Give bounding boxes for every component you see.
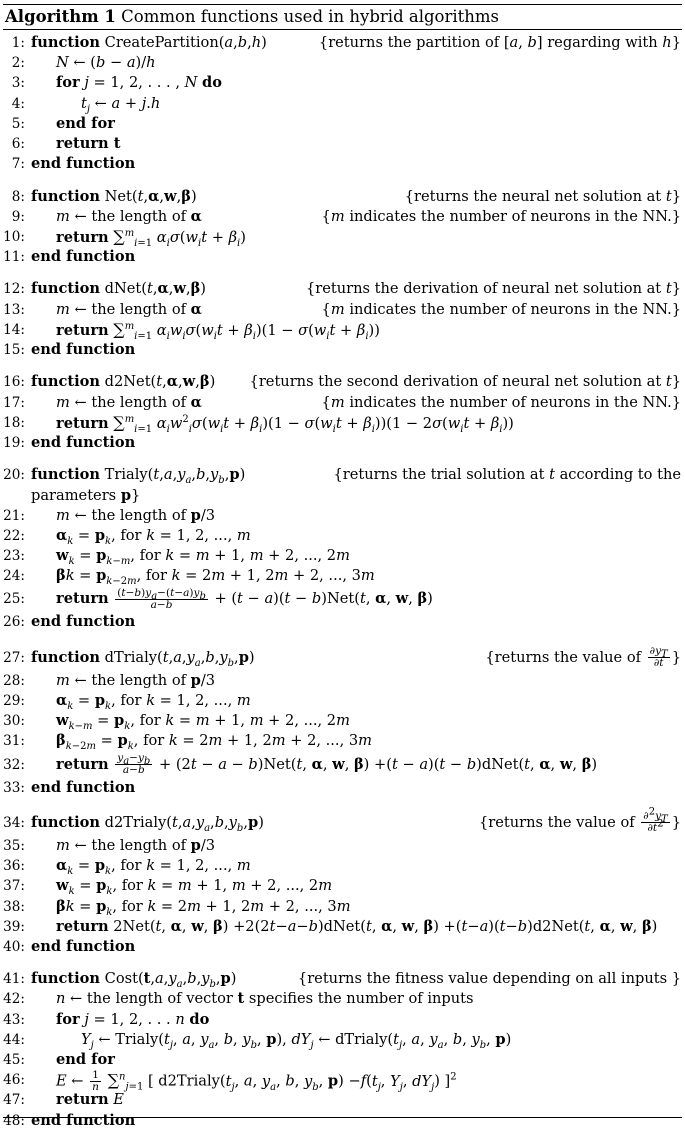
line-code: n ← the length of vector t specifies the number of inputs — [56, 990, 474, 1008]
line-comment: {m indicates the number of neurons in the NN.} — [321, 207, 681, 225]
caption-label: Algorithm 1 — [5, 7, 116, 26]
algorithm-line — [3, 393, 682, 413]
algorithm-line — [3, 856, 682, 876]
algorithm-line — [3, 711, 682, 731]
line-number: 48: — [3, 1112, 25, 1129]
algorithm-caption — [3, 5, 682, 29]
algorithm-line — [3, 247, 682, 267]
line-comment: {m indicates the number of neurons in the NN.} — [321, 300, 681, 318]
line-code: return E — [56, 1091, 124, 1109]
algorithm-line — [3, 53, 682, 73]
algorithm-line — [3, 989, 682, 1009]
line-comment: {returns the trial solution at t according to the — [333, 466, 681, 484]
algorithm-line — [3, 671, 682, 691]
algorithm-line — [3, 778, 682, 798]
line-number: 2: — [11, 55, 25, 72]
line-code: m ← the length of α — [56, 300, 202, 318]
line-code: end function — [31, 778, 136, 796]
line-number: 42: — [3, 991, 25, 1008]
line-number: 22: — [3, 527, 25, 544]
bottom-rule — [3, 1117, 682, 1118]
line-code: return 2Net(t, α, w, β) +2(2t−a−b)dNet(t, α, w, β) +(t−a)(t−b)d2Net(t, α, w, β) — [56, 917, 658, 935]
line-comment: {returns the value of $\frac{\partial^2y_T}{\partial t^2}$ } — [478, 806, 681, 835]
line-code: return ∑$^m_{i=1}$ $\alpha_iw^2_i\sigma(w_it + \beta_i)(1 - \sigma(w_it + \beta_i))(1 - 2\sigma(w_it + \beta_i))$ — [56, 412, 514, 435]
line-code: end function — [31, 248, 136, 266]
line-number: 3: — [11, 75, 25, 92]
line-number: 11: — [3, 249, 25, 266]
algorithm-line — [3, 486, 682, 506]
algorithm-line — [3, 506, 682, 526]
line-code: function $dTrialy(t,a,y_a,b,y_b,p)$ — [31, 648, 255, 669]
line-code: for j = 1, 2, . . . , N do — [56, 74, 222, 92]
line-number: 18: — [3, 414, 25, 431]
line-code: parameters p} — [31, 486, 141, 504]
line-code: $\alpha_k = p_k$, for k = 1, 2, ..., m — [56, 857, 251, 878]
line-code: $\alpha_k = p_k$, for k = 1, 2, ..., m — [56, 692, 251, 712]
block-gap — [3, 267, 682, 279]
line-number: 38: — [3, 898, 25, 915]
line-number: 46: — [3, 1072, 25, 1089]
algorithm-line — [3, 340, 682, 360]
algorithm-line — [3, 806, 682, 836]
line-code: function CreatePartition(a,b,h) — [31, 34, 267, 51]
line-code: $Y_j$ ← $Trialy(t_j$, a, $y_a$, b, $y_b$, p), $dY_j$ ← $dTrialy(t_j$, a, $y_a$, b, $y_b$, p) — [81, 1030, 512, 1051]
algorithm-line — [3, 413, 682, 433]
line-number: 31: — [3, 733, 25, 750]
algorithm-line — [3, 546, 682, 566]
block-gap — [3, 174, 682, 186]
line-code: $t_j$ ← a + j.h — [81, 94, 161, 115]
algorithm-line — [3, 876, 682, 896]
line-comment: {returns the neural net solution at t} — [404, 187, 681, 205]
line-number: 27: — [3, 649, 25, 666]
line-number: 37: — [3, 878, 25, 895]
line-code: return t — [56, 134, 121, 152]
algorithm-line — [3, 937, 682, 957]
line-code: function $Trialy(t,a,y_a,b,y_b,p)$ — [31, 466, 246, 487]
line-code: for j = 1, 2, . . . n do — [56, 1010, 210, 1028]
line-comment: {returns the partition of [a, b] regarding with h} — [318, 34, 681, 51]
algorithm-line — [3, 586, 682, 612]
algorithm-line — [3, 1030, 682, 1050]
algorithm-box — [3, 4, 682, 1131]
line-number: 25: — [3, 591, 25, 608]
line-code: E ← $\frac{1}{n}$ ∑$^n_{j=1}$ [ $d2Trialy(t_j$, a, $y_a$, b, $y_b$, $p) -f(t_j$, $Y_j$, $dY_j$) ]$^2$ — [56, 1069, 457, 1094]
line-number: 39: — [3, 918, 25, 935]
algorithm-line — [3, 612, 682, 632]
line-code: function dNet(t,α,w,β) — [31, 280, 206, 298]
line-number: 26: — [3, 614, 25, 631]
line-code: end for — [56, 1051, 115, 1068]
block-gap — [3, 798, 682, 810]
block-gap — [3, 633, 682, 645]
line-comment: {returns the second derivation of neural net solution at t} — [249, 373, 681, 391]
line-code: $w_{k-m} = p_k$, for k = m + 1, m + 2, ..., 2m — [56, 712, 350, 733]
line-number: 21: — [3, 507, 25, 524]
line-number: 23: — [3, 548, 25, 565]
algorithm-line — [3, 433, 682, 453]
line-comment: {m indicates the number of neurons in the NN.} — [321, 393, 681, 411]
algorithm-line — [3, 320, 682, 340]
line-comment: {returns the derivation of neural net solution at t} — [306, 280, 681, 298]
line-code: end function — [31, 937, 136, 955]
line-number: 6: — [11, 135, 25, 152]
algorithm-body — [3, 30, 682, 1131]
block-gap — [3, 957, 682, 969]
line-number: 44: — [3, 1031, 25, 1048]
algorithm-line — [3, 94, 682, 114]
line-number: 41: — [3, 971, 25, 988]
line-number: 14: — [3, 321, 25, 338]
line-number: 17: — [3, 394, 25, 411]
line-number: 34: — [3, 814, 25, 831]
algorithm-line — [3, 134, 682, 154]
line-code: $\beta_{k-2m} = p_k$, for k = 2m + 1, 2m + 2, ..., 3m — [56, 732, 372, 753]
algorithm-line — [3, 969, 682, 989]
line-code: end function — [31, 341, 136, 358]
algorithm-line — [3, 897, 682, 917]
line-code: m ← the length of α — [56, 393, 202, 411]
line-number: 12: — [3, 281, 25, 298]
line-number: 4: — [11, 95, 25, 112]
line-number: 10: — [3, 228, 25, 245]
algorithm-line — [3, 279, 682, 299]
line-code: function $d2Trialy(t,a,y_a,b,y_b,p)$ — [31, 813, 264, 834]
line-code: $\alpha_k = p_k$, for k = 1, 2, ..., m — [56, 526, 251, 547]
algorithm-line — [3, 1010, 682, 1030]
algorithm-line — [3, 566, 682, 586]
algorithm-line — [3, 526, 682, 546]
line-code: end for — [56, 114, 115, 132]
line-comment: {returns the fitness value depending on all inputs } — [297, 970, 681, 988]
line-code: $\beta k = p_k$, for k = 2m + 1, 2m + 2, ..., 3m — [56, 897, 351, 918]
line-number: 20: — [3, 467, 25, 484]
algorithm-line — [3, 114, 682, 134]
algorithm-line — [3, 691, 682, 711]
line-code: m ← the length of p/3 — [56, 836, 216, 854]
line-number: 32: — [3, 756, 25, 773]
algorithm-line — [3, 1050, 682, 1070]
algorithm-line — [3, 917, 682, 937]
algorithm-line — [3, 731, 682, 751]
line-number: 45: — [3, 1052, 25, 1068]
caption-title: Common functions used in hybrid algorithms — [121, 7, 500, 26]
algorithm-line — [3, 300, 682, 320]
line-number: 24: — [3, 568, 25, 585]
line-number: 13: — [3, 301, 25, 318]
line-code: end function — [31, 613, 136, 631]
algorithm-line — [3, 33, 682, 53]
line-number: 7: — [11, 156, 25, 173]
line-code: m ← the length of p/3 — [56, 671, 216, 689]
line-code: N ← (b − a)/h — [56, 54, 156, 72]
line-number: 29: — [3, 693, 25, 709]
line-number: 47: — [3, 1092, 25, 1109]
line-code: function Net(t,α,w,β) — [31, 187, 197, 205]
line-number: 40: — [3, 938, 25, 955]
line-code: m ← the length of p/3 — [56, 506, 216, 524]
line-number: 33: — [3, 779, 25, 796]
algorithm-line — [3, 1069, 682, 1094]
line-code: return $\frac{y_a-y_b}{a-b}$ + (2t − a − b)Net(t, α, w, β) +(t − a)(t − b)dNet(t, α, w, β) — [56, 752, 598, 777]
algorithm-line — [3, 187, 682, 207]
algorithm-line — [3, 207, 682, 227]
line-code: $w_k = p_{k-m}$, for k = m + 1, m + 2, ..., 2m — [56, 547, 350, 567]
line-number: 15: — [3, 342, 25, 358]
line-code: function d2Net(t,α,w,β) — [31, 373, 216, 391]
line-code: end function — [31, 1111, 136, 1129]
algorithm-line — [3, 1090, 682, 1110]
line-number: 43: — [3, 1011, 25, 1028]
algorithm-line — [3, 836, 682, 856]
line-code: return $\frac{(t-b)y_a-(t-a)y_b}{a-b}$ + (t − a)(t − b)Net(t, α, w, β) — [56, 586, 433, 611]
line-number: 16: — [3, 374, 25, 391]
line-code: return ∑$^m_{i=1}$ $\alpha_iw_i\sigma(w_it + \beta_i)(1 - \sigma(w_it + \beta_i))$ — [56, 319, 380, 342]
algorithm-line — [3, 465, 682, 485]
algorithm-line — [3, 645, 682, 671]
line-comment: {returns the value of $\frac{\partial y_T}{\partial t}$ } — [485, 645, 681, 670]
line-number: 28: — [3, 672, 25, 689]
line-number: 5: — [11, 115, 25, 132]
line-code: end function — [31, 433, 136, 451]
line-code: function $Cost(t,a,y_a,b,y_b,p)$ — [31, 970, 237, 991]
line-number: 30: — [3, 713, 25, 730]
line-code: $w_k = p_k$, for k = m + 1, m + 2, ..., 2m — [56, 877, 333, 898]
line-number: 19: — [3, 434, 25, 451]
algorithm-line — [3, 154, 682, 174]
line-code: m ← the length of α — [56, 207, 202, 225]
line-number: 9: — [11, 208, 25, 225]
line-number: 35: — [3, 837, 25, 854]
algorithm-line — [3, 227, 682, 247]
algorithm-line — [3, 752, 682, 778]
line-code: end function — [31, 155, 136, 173]
line-number: 1: — [11, 35, 25, 51]
line-code: return ∑$^m_{i=1}$ $\alpha_i\sigma(w_it + \beta_i)$ — [56, 226, 246, 249]
algorithm-line — [3, 372, 682, 392]
block-gap — [3, 360, 682, 372]
line-number: 8: — [11, 188, 25, 205]
algorithm-line — [3, 73, 682, 93]
line-number: 36: — [3, 858, 25, 875]
line-code: $\beta k = p_{k-2m}$, for k = 2m + 1, 2m + 2, ..., 3m — [56, 567, 375, 588]
block-gap — [3, 453, 682, 465]
